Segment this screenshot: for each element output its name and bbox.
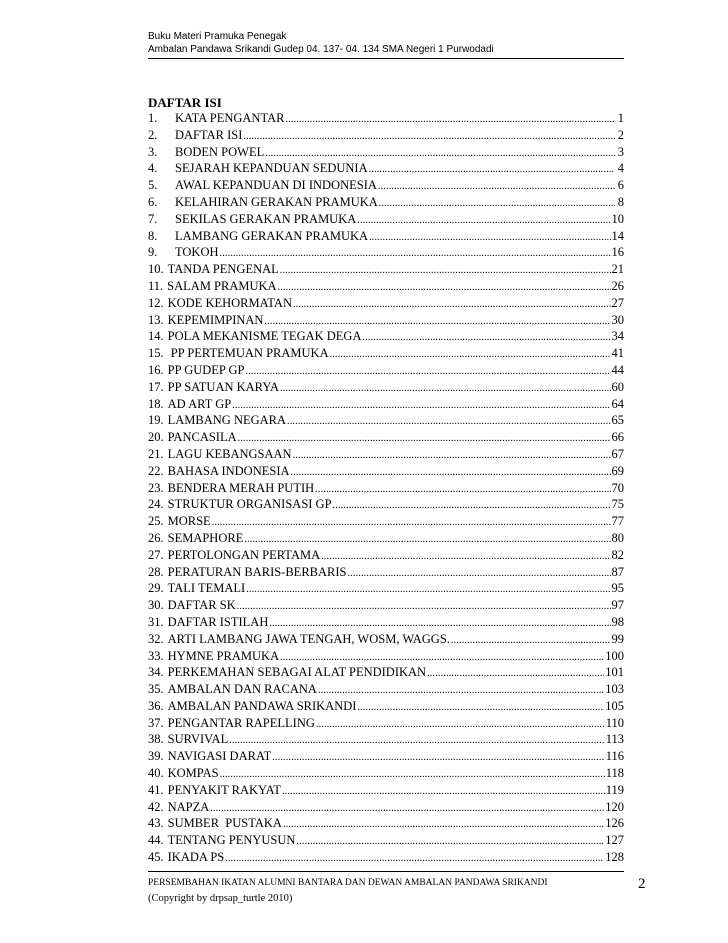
toc-entry-number: 22. [148,463,164,478]
toc-entry-page: 103 [605,682,624,697]
toc-entry-page: 99 [611,631,624,646]
toc-entry-page: 119 [605,782,624,797]
toc-entry-title: SEJARAH KEPANDUAN SEDUNIA [175,161,368,176]
toc-entry-title: AWAL KEPANDUAN DI INDONESIA [175,178,377,193]
toc-entry-number: 16. [148,362,164,377]
toc-entry[interactable] [148,664,624,681]
toc-entry-page: 118 [605,766,624,781]
toc-entry[interactable] [148,261,624,278]
toc-entry-page: 44 [611,362,624,377]
toc-entry-page: 126 [605,816,624,831]
toc-entry-number: 17. [148,379,164,394]
toc-entry-title: DAFTAR ISTILAH [167,614,269,629]
toc-entry[interactable] [148,362,624,379]
toc-entry[interactable] [148,228,624,245]
toc-entry[interactable] [148,429,624,446]
toc-entry[interactable] [148,328,624,345]
toc-entry-title: TANDA PENGENAL [167,262,279,277]
toc-entry-page: 95 [611,581,624,596]
toc-entry-number: 43. [148,816,164,831]
toc-entry-page: 3 [617,144,624,159]
toc-entry-number: 7. [148,211,158,226]
toc-entry[interactable] [148,715,624,732]
toc-entry-page: 120 [605,799,624,814]
toc-entry-number: 28. [148,564,164,579]
toc-entry[interactable] [148,211,624,228]
toc-entry-page: 10 [611,211,624,226]
toc-entry-title: MORSE [167,514,211,529]
toc-entry-number: 9. [148,245,158,260]
toc-entry-number: 29. [148,581,164,596]
toc-entry[interactable] [148,849,624,866]
toc-entry[interactable] [148,832,624,849]
toc-entry-title: LAMBANG GERAKAN PRAMUKA [175,228,369,243]
toc-entry-page: 64 [611,396,624,411]
toc-entry-number: 42. [148,799,164,814]
toc-entry-page: 6 [617,178,624,193]
toc-entry-title: NAVIGASI DARAT [167,749,272,764]
toc-entry-page: 41 [611,346,624,361]
toc-entry[interactable] [148,782,624,799]
toc-entry-page: 113 [605,732,624,747]
toc-entry-title: HYMNE PRAMUKA [167,648,280,663]
toc-entry-page: 4 [617,161,624,176]
toc-entry[interactable] [148,144,624,161]
toc-entry-number: 21. [148,446,164,461]
toc-entry-page: 80 [611,530,624,545]
toc-entry-number: 35. [148,682,164,697]
toc-entry-number: 41. [148,782,164,797]
toc-entry-number: 26. [148,530,164,545]
toc-entry-title: TOKOH [175,245,219,260]
toc-entry-title: SURVIVAL [167,732,229,747]
toc-entry[interactable] [148,463,624,480]
toc-entry[interactable] [148,547,624,564]
toc-entry[interactable] [148,480,624,497]
toc-entry-title: PANCASILA [167,430,237,445]
toc-entry-number: 15. [148,346,164,361]
toc-entry-number: 11. [148,278,164,293]
table-of-contents [148,110,624,866]
toc-entry-number: 23. [148,480,164,495]
toc-entry-number: 6. [148,194,158,209]
toc-entry-title: TALI TEMALI [167,581,246,596]
toc-entry[interactable] [148,345,624,362]
toc-entry-number: 38. [148,732,164,747]
toc-entry-number: 34. [148,665,164,680]
toc-entry-number: 10. [148,262,164,277]
toc-entry-page: 14 [611,228,624,243]
toc-dot-leader [225,849,604,868]
page-number: 2 [638,876,646,892]
toc-entry[interactable] [148,396,624,413]
toc-entry[interactable] [148,597,624,614]
running-header [148,30,620,56]
toc-entry-title: PERTOLONGAN PERTAMA [167,547,321,562]
toc-entry-page: 1 [617,111,624,125]
toc-entry[interactable] [148,799,624,816]
toc-entry-number: 32. [148,631,164,646]
toc-entry-page: 30 [611,312,624,327]
toc-entry-number: 19. [148,413,164,428]
toc-entry[interactable] [148,564,624,581]
toc-entry-number: 39. [148,749,164,764]
toc-entry[interactable] [148,496,624,513]
toc-entry[interactable] [148,412,624,429]
toc-entry[interactable] [148,748,624,765]
toc-entry-number: 27. [148,547,164,562]
toc-entry-number: 1. [148,111,158,125]
toc-entry-number: 30. [148,598,164,613]
toc-entry-page: 128 [605,850,624,865]
footer-organization: PERSEMBAHAN IKATAN ALUMNI BANTARA DAN DEWAN AMBALAN PANDAWA SRIKANDI [148,878,548,888]
toc-entry-title: STRUKTUR ORGANISASI GP [167,497,332,512]
toc-entry-title: SEMAPHORE [167,530,244,545]
toc-entry-title: KELAHIRAN GERAKAN PRAMUKA [175,194,378,209]
toc-entry-number: 31. [148,614,164,629]
toc-entry-page: 69 [611,463,624,478]
toc-entry[interactable] [148,127,624,144]
toc-entry-title: PP PERTEMUAN PRAMUKA [167,346,329,361]
toc-entry[interactable] [148,110,624,127]
toc-entry[interactable] [148,177,624,194]
toc-entry-page: 116 [605,749,624,764]
toc-entry-page: 77 [611,514,624,529]
toc-entry-title: KEPEMIMPINAN [167,312,264,327]
toc-entry[interactable] [148,698,624,715]
header-divider [148,58,624,59]
toc-entry[interactable] [148,530,624,547]
toc-entry-title: BODEN POWEL [175,144,265,159]
toc-entry-page: 82 [611,547,624,562]
toc-entry-title: SEKILAS GERAKAN PRAMUKA [175,211,357,226]
toc-entry-page: 16 [611,245,624,260]
toc-entry-title: PENGANTAR RAPELLING [167,715,315,730]
toc-entry-page: 70 [611,480,624,495]
toc-entry-page: 67 [611,446,624,461]
toc-entry-page: 26 [611,278,624,293]
toc-entry-title: ARTI LAMBANG JAWA TENGAH, WOSM, WAGGS. [167,631,450,646]
toc-entry-page: 101 [605,665,624,680]
toc-entry-number: 8. [148,228,158,243]
toc-entry[interactable] [148,312,624,329]
toc-entry-title: AD ART GP [167,396,232,411]
toc-entry-number: 12. [148,295,164,310]
toc-entry-page: 60 [611,379,624,394]
toc-entry-title: PERKEMAHAN SEBAGAI ALAT PENDIDIKAN [167,665,427,680]
toc-entry[interactable] [148,681,624,698]
toc-entry-title: BAHASA INDONESIA [167,463,290,478]
toc-entry-number: 37. [148,715,164,730]
toc-entry[interactable] [148,513,624,530]
toc-entry-title: IKADA PS [167,850,225,865]
toc-entry-title: PERATURAN BARIS-BERBARIS [167,564,347,579]
footer-copyright: (Copyright by drpsap_turtle 2010) [148,893,293,904]
toc-entry[interactable] [148,648,624,665]
toc-entry[interactable] [148,815,624,832]
toc-entry-number: 36. [148,698,164,713]
toc-entry-title: AMBALAN PANDAWA SRIKANDI [167,698,357,713]
toc-entry-number: 20. [148,430,164,445]
toc-entry-title: PENYAKIT RAKYAT [167,782,281,797]
toc-entry-title: SALAM PRAMUKA [167,278,277,293]
toc-entry-title: LAGU KEBANGSAAN [167,446,292,461]
toc-entry-page: 66 [611,430,624,445]
toc-entry-number: 24. [148,497,164,512]
toc-entry[interactable] [148,194,624,211]
toc-entry-number: 25. [148,514,164,529]
toc-entry-title: NAPZA [167,799,210,814]
toc-entry-number: 18. [148,396,164,411]
toc-entry-page: 100 [605,648,624,663]
toc-entry[interactable] [148,244,624,261]
toc-entry-title: PP SATUAN KARYA [167,379,279,394]
toc-entry-title: SUMBER PUSTAKA [167,816,282,831]
toc-entry-page: 34 [611,329,624,344]
toc-entry-number: 13. [148,312,164,327]
toc-entry-number: 33. [148,648,164,663]
toc-entry-page: 27 [611,295,624,310]
toc-entry-title: KATA PENGANTAR [175,111,285,125]
toc-entry-page: 21 [611,262,624,277]
toc-entry-title: TENTANG PENYUSUN [167,833,296,848]
toc-entry-page: 98 [611,614,624,629]
footer-divider [148,871,624,872]
toc-entry-title: KODE KEHORMATAN [167,295,292,310]
toc-entry[interactable] [148,580,624,597]
toc-entry-number: 44. [148,833,164,848]
toc-entry-title: LAMBANG NEGARA [167,413,287,428]
toc-entry-number: 5. [148,178,158,193]
toc-entry[interactable] [148,765,624,782]
toc-entry[interactable] [148,731,624,748]
toc-entry-number: 2. [148,127,158,142]
toc-entry-page: 105 [605,698,624,713]
toc-entry-page: 2 [617,127,624,142]
toc-entry-title: AMBALAN DAN RACANA [167,682,317,697]
toc-entry[interactable] [148,160,624,177]
toc-entry[interactable] [148,614,624,631]
header-book-title: Buku Materi Pramuka Penegak [148,31,287,42]
toc-entry-number: 14. [148,329,164,344]
toc-entry-number: 4. [148,161,158,176]
toc-entry-number: 40. [148,766,164,781]
toc-entry-page: 65 [611,413,624,428]
toc-entry[interactable] [148,295,624,312]
toc-entry-title: BENDERA MERAH PUTIH [167,480,315,495]
toc-entry-title: KOMPAS [167,766,219,781]
toc-entry-page: 8 [617,194,624,209]
toc-entry-page: 75 [611,497,624,512]
toc-heading: DAFTAR ISI [148,95,222,110]
toc-entry[interactable] [148,278,624,295]
toc-entry[interactable] [148,446,624,463]
toc-entry-number: 45. [148,850,164,865]
toc-entry-title: DAFTAR SK [167,598,236,613]
page-footer [148,876,624,906]
header-subtitle: Ambalan Pandawa Srikandi Gudep 04. 137- 04. 134 SMA Negeri 1 Purwodadi [148,44,494,55]
toc-entry-page: 110 [605,715,624,730]
toc-entry[interactable] [148,631,624,648]
toc-entry-page: 87 [611,564,624,579]
toc-entry[interactable] [148,379,624,396]
toc-entry-number: 3. [148,144,158,159]
toc-entry-page: 127 [605,833,624,848]
toc-entry-title: PP GUDEP GP [167,362,245,377]
toc-entry-title: DAFTAR ISI [175,127,243,142]
toc-entry-title: POLA MEKANISME TEGAK DEGA [167,329,362,344]
toc-entry-page: 97 [611,598,624,613]
